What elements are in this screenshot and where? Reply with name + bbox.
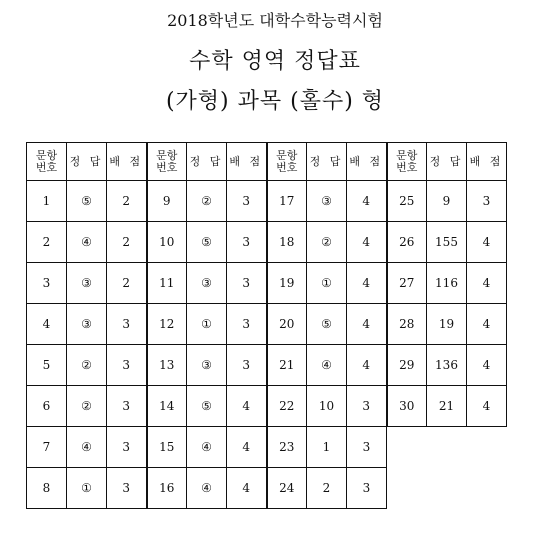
answer-header: 정 답 <box>187 143 227 181</box>
question-number-cell: 3 <box>27 263 67 304</box>
question-number-cell: 11 <box>147 263 187 304</box>
points-cell: 3 <box>107 345 147 386</box>
question-number-header <box>387 143 427 181</box>
question-number-header <box>267 143 307 181</box>
answer-cell: ④ <box>307 345 347 386</box>
question-number-cell: 13 <box>147 345 187 386</box>
header-label: 번호 <box>276 160 298 174</box>
points-cell: 4 <box>347 263 387 304</box>
points-cell: 2 <box>107 181 147 222</box>
answer-cell: ③ <box>187 263 227 304</box>
empty-cell <box>387 468 427 509</box>
question-number-cell: 1 <box>27 181 67 222</box>
question-number-cell: 12 <box>147 304 187 345</box>
question-number-cell: 23 <box>267 427 307 468</box>
question-number-cell: 14 <box>147 386 187 427</box>
answer-cell: ④ <box>67 222 107 263</box>
header-label: 번호 <box>396 160 418 174</box>
points-cell: 3 <box>107 386 147 427</box>
header-label: 문항 <box>276 148 298 162</box>
question-number-cell: 20 <box>267 304 307 345</box>
answer-cell: ① <box>187 304 227 345</box>
points-cell: 3 <box>227 263 267 304</box>
question-number-cell: 22 <box>267 386 307 427</box>
table-row <box>27 468 507 509</box>
answer-header: 정 답 <box>427 143 467 181</box>
question-number-header <box>147 143 187 181</box>
answer-cell: ④ <box>187 468 227 509</box>
answer-cell: ⑤ <box>67 181 107 222</box>
table-row <box>27 345 507 386</box>
answer-cell: ③ <box>307 181 347 222</box>
question-number-cell: 7 <box>27 427 67 468</box>
question-number-cell: 19 <box>267 263 307 304</box>
header-label: 번호 <box>156 160 178 174</box>
points-cell: 4 <box>467 345 507 386</box>
answer-header: 정 답 <box>307 143 347 181</box>
points-header: 배 점 <box>227 143 267 181</box>
answer-cell: ④ <box>187 427 227 468</box>
answer-cell: ③ <box>67 263 107 304</box>
points-cell: 3 <box>107 468 147 509</box>
table-row <box>27 427 507 468</box>
points-cell: 3 <box>347 386 387 427</box>
question-number-cell: 18 <box>267 222 307 263</box>
points-cell: 2 <box>107 222 147 263</box>
answer-cell: 10 <box>307 386 347 427</box>
points-cell: 4 <box>467 386 507 427</box>
question-number-cell: 5 <box>27 345 67 386</box>
answer-cell: ⑤ <box>187 386 227 427</box>
points-cell: 4 <box>347 222 387 263</box>
points-cell: 2 <box>107 263 147 304</box>
points-header: 배 점 <box>347 143 387 181</box>
answer-cell: 9 <box>427 181 467 222</box>
question-number-cell: 28 <box>387 304 427 345</box>
answer-cell: ② <box>187 181 227 222</box>
answer-cell: 1 <box>307 427 347 468</box>
answer-cell: ② <box>67 386 107 427</box>
answer-cell: ③ <box>187 345 227 386</box>
empty-cell <box>427 468 467 509</box>
question-number-cell: 2 <box>27 222 67 263</box>
points-cell: 4 <box>467 304 507 345</box>
points-cell: 3 <box>107 304 147 345</box>
points-cell: 3 <box>347 468 387 509</box>
question-number-cell: 25 <box>387 181 427 222</box>
header-row <box>27 143 507 181</box>
empty-cell <box>467 427 507 468</box>
question-number-cell: 6 <box>27 386 67 427</box>
page-title: 수학 영역 정답표 <box>189 49 361 74</box>
table-row <box>27 386 507 427</box>
header-label: 문항 <box>396 148 418 162</box>
points-cell: 4 <box>467 263 507 304</box>
question-number-cell: 17 <box>267 181 307 222</box>
points-cell: 3 <box>227 304 267 345</box>
answer-cell: ⑤ <box>307 304 347 345</box>
answer-cell: ② <box>307 222 347 263</box>
points-cell: 4 <box>347 345 387 386</box>
points-cell: 4 <box>227 386 267 427</box>
answer-header: 정 답 <box>67 143 107 181</box>
table-row <box>27 304 507 345</box>
answer-cell: ② <box>67 345 107 386</box>
question-number-cell: 10 <box>147 222 187 263</box>
question-number-cell: 9 <box>147 181 187 222</box>
points-cell: 3 <box>347 427 387 468</box>
answer-cell: ① <box>67 468 107 509</box>
empty-cell <box>467 468 507 509</box>
answer-cell: ④ <box>67 427 107 468</box>
answer-cell: ③ <box>67 304 107 345</box>
question-number-cell: 4 <box>27 304 67 345</box>
answer-cell: 116 <box>427 263 467 304</box>
question-number-cell: 24 <box>267 468 307 509</box>
question-number-cell: 29 <box>387 345 427 386</box>
question-number-header <box>27 143 67 181</box>
points-cell: 4 <box>227 427 267 468</box>
points-cell: 3 <box>467 181 507 222</box>
question-number-cell: 21 <box>267 345 307 386</box>
question-number-cell: 16 <box>147 468 187 509</box>
header-label: 문항 <box>35 148 58 162</box>
points-cell: 4 <box>467 222 507 263</box>
points-cell: 4 <box>227 468 267 509</box>
question-number-cell: 15 <box>147 427 187 468</box>
question-number-cell: 26 <box>387 222 427 263</box>
question-number-cell: 30 <box>387 386 427 427</box>
empty-cell <box>387 427 427 468</box>
points-cell: 3 <box>227 345 267 386</box>
answer-cell: 19 <box>427 304 467 345</box>
table-row <box>27 181 507 222</box>
table-row <box>27 263 507 304</box>
answer-cell: 21 <box>427 386 467 427</box>
points-cell: 3 <box>227 181 267 222</box>
answer-cell: 2 <box>307 468 347 509</box>
answer-cell: ⑤ <box>187 222 227 263</box>
question-number-cell: 27 <box>387 263 427 304</box>
points-header: 배 점 <box>107 143 147 181</box>
answer-cell: ① <box>307 263 347 304</box>
points-cell: 3 <box>227 222 267 263</box>
exam-year-title: 2018학년도 대학수학능력시험 <box>167 11 383 30</box>
question-number-cell: 8 <box>27 468 67 509</box>
subject-type-subtitle: (가형) 과목 (홀수) 형 <box>165 89 385 114</box>
points-cell: 4 <box>347 181 387 222</box>
answer-key-table <box>26 142 507 509</box>
points-cell: 4 <box>347 304 387 345</box>
table-row <box>27 222 507 263</box>
answer-cell: 155 <box>427 222 467 263</box>
points-cell: 3 <box>107 427 147 468</box>
points-header: 배 점 <box>467 143 507 181</box>
header-label: 번호 <box>35 160 58 174</box>
header-label: 문항 <box>156 148 178 162</box>
answer-cell: 136 <box>427 345 467 386</box>
empty-cell <box>427 427 467 468</box>
